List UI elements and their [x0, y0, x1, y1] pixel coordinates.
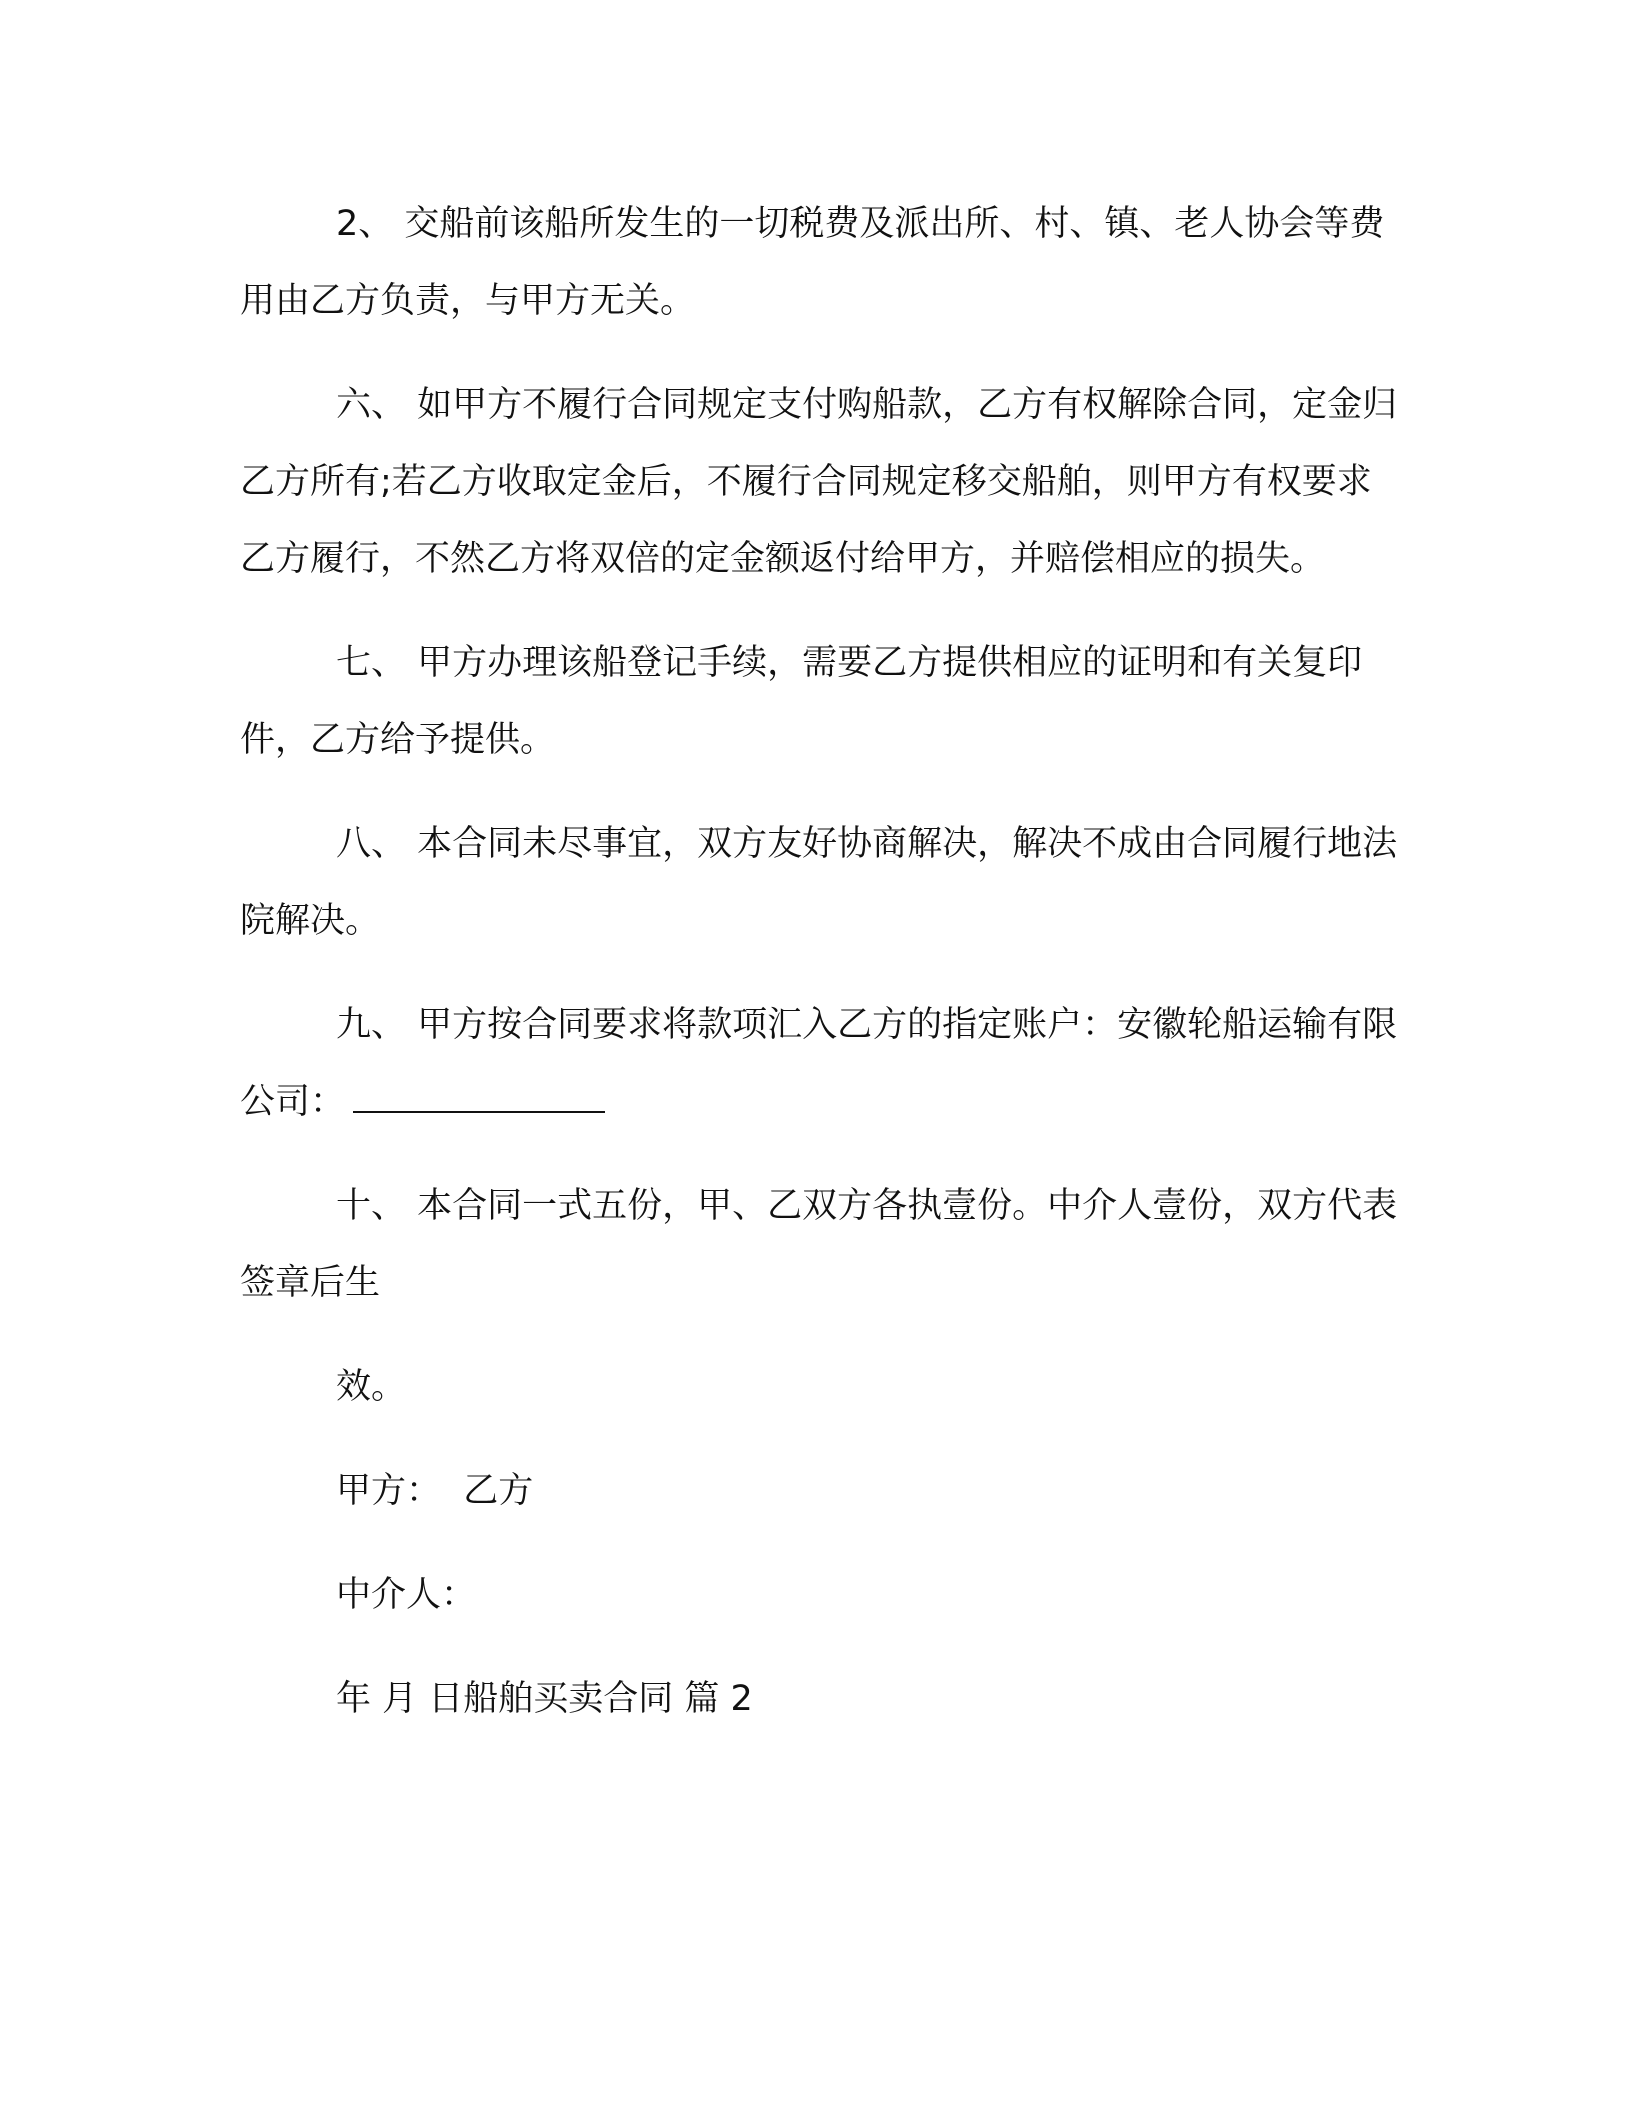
date-and-next-title-line: 年 月 日船舶买卖合同 篇 2	[336, 1679, 753, 1719]
clause-6-breach: 六、 如甲方不履行合同规定支付购船款，乙方有权解除合同，定金归乙方所有;若乙方收取定金后，不履行合同规定移交船舶，则甲方有权要求乙方履行，不然乙方将双倍的定金额返付给甲方，并赔偿相应的损失。	[240, 385, 1398, 579]
document-body	[240, 186, 1400, 1765]
clause-9-text: 九、 甲方按合同要求将款项汇入乙方的指定账户：安徽轮船运输有限公司：	[240, 1005, 1398, 1122]
account-blank-line	[353, 1077, 605, 1113]
clause-8-disputes: 八、 本合同未尽事宜，双方友好协商解决，解决不成由合同履行地法院解决。	[240, 824, 1398, 941]
signature-parties-line: 甲方： 乙方	[336, 1471, 534, 1511]
clause-7-registration: 七、 甲方办理该船登记手续，需要乙方提供相应的证明和有关复印件，乙方给予提供。	[240, 643, 1363, 760]
clause-9-payment-account	[240, 987, 1400, 1141]
clause-10-copies: 十、 本合同一式五份，甲、乙双方各执壹份。中介人壹份，双方代表签章后生	[240, 1186, 1398, 1303]
clause-2-taxes: 2、 交船前该船所发生的一切税费及派出所、村、镇、老人协会等费用由乙方负责，与甲方无关。	[240, 204, 1385, 321]
intermediary-line: 中介人：	[336, 1575, 477, 1615]
effect-line: 效。	[336, 1367, 407, 1407]
